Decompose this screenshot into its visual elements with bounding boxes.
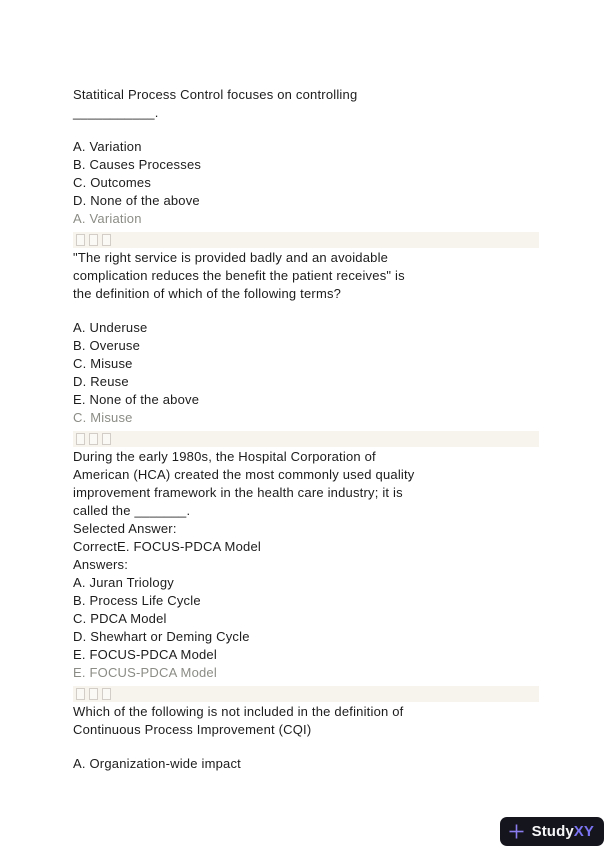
answer-option: B. Overuse — [73, 338, 141, 353]
question-text-line: ___________. — [73, 105, 159, 120]
selected-answer: E. FOCUS-PDCA Model — [73, 665, 217, 680]
answer-option: C. Misuse — [73, 356, 133, 371]
plus-icon — [508, 823, 525, 840]
question-text-line: Which of the following is not included in the definition of — [73, 704, 404, 719]
image-placeholder-icon — [89, 688, 98, 700]
question-block — [73, 86, 539, 248]
answer-option: C. PDCA Model — [73, 611, 167, 626]
answer-option: A. Variation — [73, 139, 142, 154]
image-placeholder-icon — [89, 433, 98, 445]
question-text-line: complication reduces the benefit the patient receives" is — [73, 268, 405, 283]
image-placeholder-icon — [89, 234, 98, 246]
image-placeholder-icon — [102, 234, 111, 246]
logo-text-primary: Study — [531, 822, 574, 840]
image-placeholder-icon — [76, 688, 85, 700]
image-placeholder-icon — [76, 433, 85, 445]
question-separator — [73, 232, 539, 248]
answer-option: C. Outcomes — [73, 175, 152, 190]
question-block — [73, 703, 539, 773]
answer-option: B. Causes Processes — [73, 157, 202, 172]
image-placeholder-icon — [76, 234, 85, 246]
logo-text-accent: XY — [573, 822, 594, 840]
answer-option: A. Juran Triology — [73, 575, 174, 590]
spacer — [73, 739, 539, 755]
logo-text — [532, 823, 594, 841]
question-text-line: the definition of which of the following terms? — [73, 286, 342, 301]
answer-option: A. Underuse — [73, 320, 148, 335]
question-text-line: During the early 1980s, the Hospital Corporation of — [73, 449, 376, 464]
answer-option: E. None of the above — [73, 392, 200, 407]
answer-option: D. Shewhart or Deming Cycle — [73, 629, 250, 644]
question-text-line: American (HCA) created the most commonly used quality — [73, 467, 415, 482]
selected-answer: C. Misuse — [73, 410, 133, 425]
question-block — [73, 249, 539, 447]
selected-answer: A. Variation — [73, 211, 142, 226]
correct-answer-line: CorrectE. FOCUS-PDCA Model — [73, 539, 261, 554]
question-text-line: improvement framework in the health care industry; it is — [73, 485, 403, 500]
question-separator — [73, 686, 539, 702]
question-text-line: called the _______. — [73, 503, 191, 518]
answer-option: A. Organization-wide impact — [73, 756, 241, 771]
question-separator — [73, 431, 539, 447]
question-text-line: Continuous Process Improvement (CQI) — [73, 722, 312, 737]
selected-answer-label: Selected Answer: — [73, 521, 177, 536]
question-text-line: Statitical Process Control focuses on controlling — [73, 87, 358, 102]
image-placeholder-icon — [102, 688, 111, 700]
spacer — [73, 122, 539, 138]
question-block — [73, 448, 539, 702]
question-text-line: "The right service is provided badly and an avoidable — [73, 250, 389, 265]
answer-option: E. FOCUS-PDCA Model — [73, 647, 217, 662]
spacer — [73, 303, 539, 319]
image-placeholder-icon — [102, 433, 111, 445]
answer-option: B. Process Life Cycle — [73, 593, 201, 608]
answer-option: D. Reuse — [73, 374, 129, 389]
answers-label: Answers: — [73, 557, 129, 572]
studyxy-badge[interactable] — [500, 817, 604, 846]
answer-option: D. None of the above — [73, 193, 200, 208]
